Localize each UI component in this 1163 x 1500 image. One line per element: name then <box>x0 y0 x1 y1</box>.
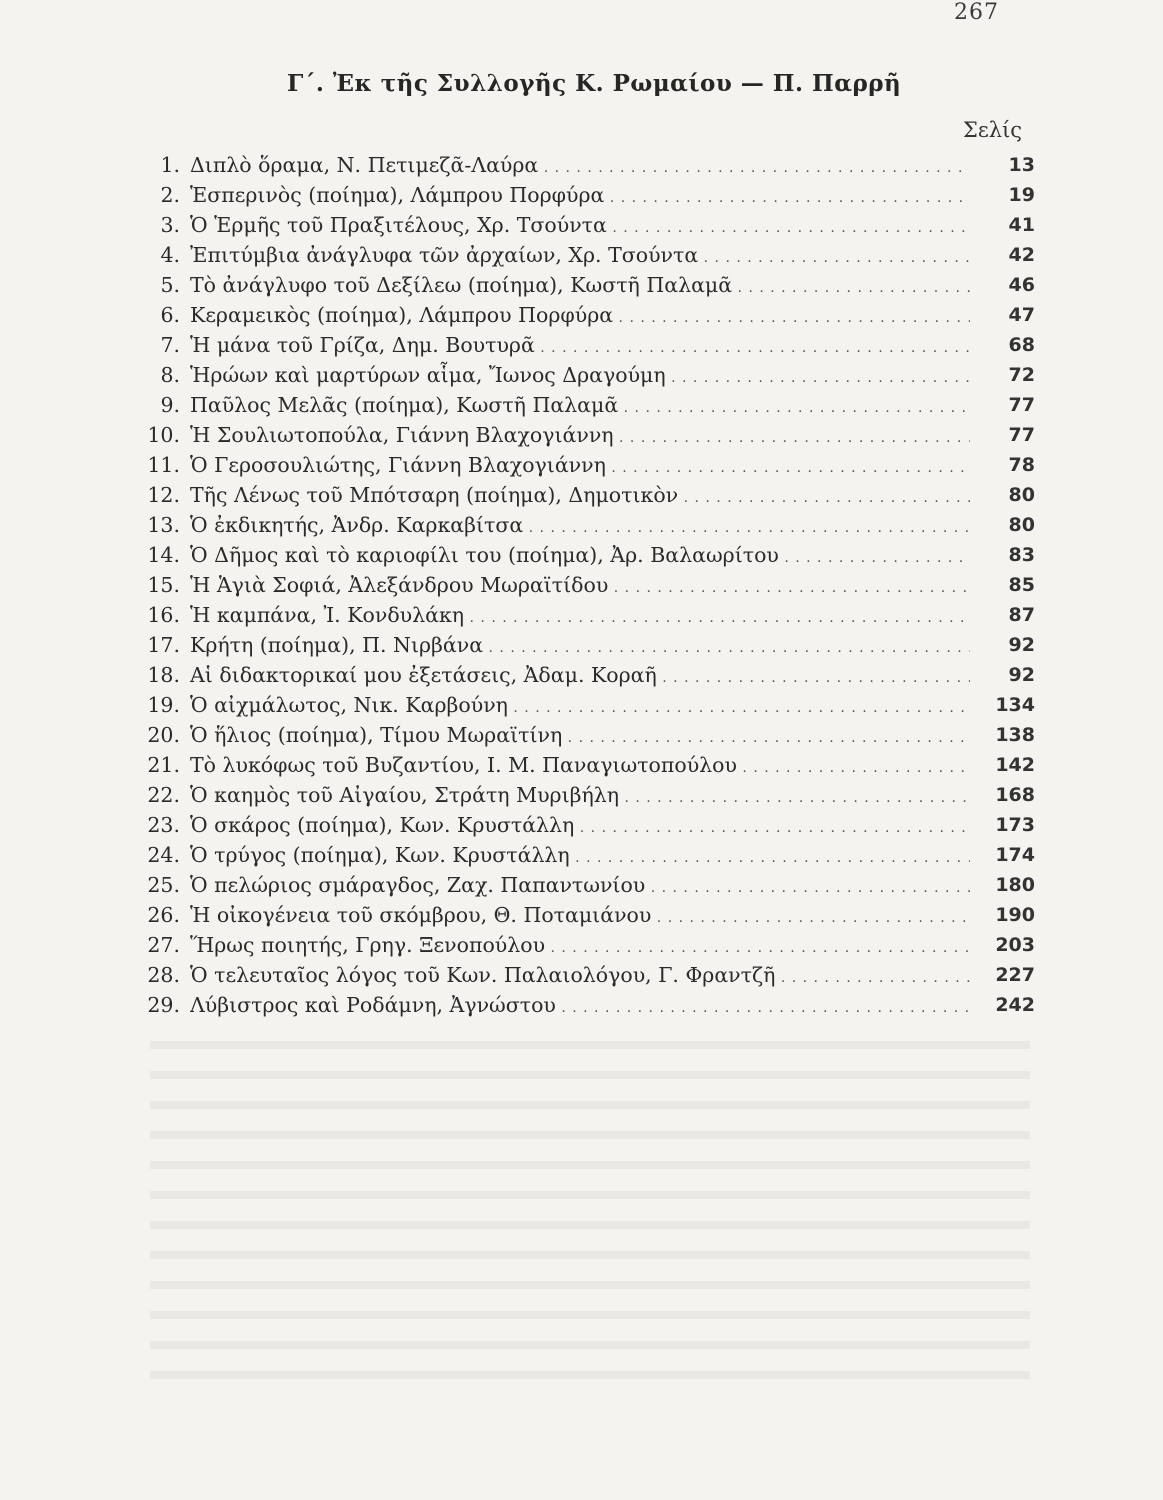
toc-entry <box>140 660 1040 690</box>
toc-entry <box>140 990 1040 1020</box>
toc-entry <box>140 840 1040 870</box>
toc-entry-number: 22. <box>147 783 180 807</box>
toc-entry-number: 13. <box>147 513 180 537</box>
toc-entry-title: Ὁ τελευταῖος λόγος τοῦ Κων. Παλαιολόγου, Γ. Φραντζῆ . . . <box>190 960 970 993</box>
toc-entry <box>140 360 1040 390</box>
toc-entry <box>140 420 1040 450</box>
toc-entry <box>140 630 1040 660</box>
toc-entry-title: Λύβιστρος καὶ Ροδάμνη, Ἀγνώστου . . . <box>190 990 970 1023</box>
toc-entry <box>140 810 1040 840</box>
toc-entry-title: Διπλὸ ὅραμα, Ν. Πετιμεζᾶ-Λαύρα . . . <box>190 150 970 183</box>
toc-entry-page: 83 <box>1008 544 1035 566</box>
toc-entry-title: Ἡ οἰκογένεια τοῦ σκόμβρου, Θ. Ποταμιάνου . . . <box>190 900 970 933</box>
toc-entry-number: 6. <box>160 303 180 327</box>
toc-entry-title: Ἐπιτύμβια ἀνάγλυφα τῶν ἀρχαίων, Χρ. Τσούντα . . . <box>190 240 970 273</box>
toc-entry-title: Ὁ Δῆμος καὶ τὸ καριοφίλι του (ποίημα), Ἀρ. Βαλαωρίτου . . . <box>190 540 970 573</box>
toc-entry-number: 2. <box>160 183 180 207</box>
toc-entry-number: 23. <box>147 813 180 837</box>
toc-entry-number: 17. <box>147 633 180 657</box>
toc-entry-number: 16. <box>147 603 180 627</box>
toc-entry-number: 12. <box>147 483 180 507</box>
toc-entry-number: 3. <box>160 213 180 237</box>
toc-entry-title: Ἡ καμπάνα, Ἰ. Κονδυλάκη . . . <box>190 600 970 633</box>
toc-entry <box>140 180 1040 210</box>
toc-entry <box>140 450 1040 480</box>
toc-entry-title: Κρήτη (ποίημα), Π. Νιρβάνα . . . <box>190 630 970 663</box>
toc-entry-page: 180 <box>995 874 1035 896</box>
toc-entry-page: 46 <box>1008 274 1035 296</box>
toc-entry-page: 87 <box>1008 604 1035 626</box>
toc-entry-page: 138 <box>995 724 1035 746</box>
toc-entry-title: Ὁ σκάρος (ποίημα), Κων. Κρυστάλλη . . . <box>190 810 970 843</box>
bleed-through-shadow <box>150 1025 1030 1385</box>
toc-entry-page: 92 <box>1008 634 1035 656</box>
toc-entry-number: 15. <box>147 573 180 597</box>
toc-entry-number: 8. <box>160 363 180 387</box>
toc-entry-title: Τὸ ἀνάγλυφο τοῦ Δεξίλεω (ποίημα), Κωστῆ Παλαμᾶ . . . <box>190 270 970 303</box>
toc-entry <box>140 600 1040 630</box>
toc-entry-page: 92 <box>1008 664 1035 686</box>
toc-entry-page: 134 <box>995 694 1035 716</box>
toc-entry-page: 80 <box>1008 514 1035 536</box>
toc-entry <box>140 960 1040 990</box>
toc-entry-title: Τῆς Λένως τοῦ Μπότσαρη (ποίημα), Δημοτικὸν . . . <box>190 480 970 513</box>
toc-entry-title: Ἡρώων καὶ μαρτύρων αἷμα, Ἴωνος Δραγούμη . . . <box>190 360 970 393</box>
toc-entry-title: Ὁ αἰχμάλωτος, Νικ. Καρβούνη . . . <box>190 690 970 723</box>
toc-entry-number: 29. <box>147 993 180 1017</box>
toc-entry-page: 142 <box>995 754 1035 776</box>
page-column-header: Σελίς <box>963 118 1023 142</box>
toc-entry-number: 19. <box>147 693 180 717</box>
toc-entry <box>140 900 1040 930</box>
section-heading: Γ΄. Ἐκ τῆς Συλλογῆς Κ. Ρωμαίου — Π. Παρρῆ <box>287 70 902 97</box>
toc-entry-number: 1. <box>160 153 180 177</box>
toc-entry <box>140 390 1040 420</box>
toc-entry-title: Ἥρως ποιητής, Γρηγ. Ξενοπούλου . . . <box>190 930 970 963</box>
toc-entry-page: 242 <box>995 994 1035 1016</box>
toc-entry-page: 190 <box>995 904 1035 926</box>
toc-entry-page: 78 <box>1008 454 1035 476</box>
toc-entry <box>140 270 1040 300</box>
toc-entry <box>140 510 1040 540</box>
toc-entry-page: 227 <box>995 964 1035 986</box>
toc-entry-page: 19 <box>1008 184 1035 206</box>
toc-entry-page: 168 <box>995 784 1035 806</box>
toc-entry-page: 41 <box>1008 214 1035 236</box>
toc-entry <box>140 570 1040 600</box>
toc-entry-number: 7. <box>160 333 180 357</box>
toc-entry <box>140 870 1040 900</box>
toc-entry-page: 203 <box>995 934 1035 956</box>
toc-entry <box>140 240 1040 270</box>
toc-entry <box>140 300 1040 330</box>
toc-entry <box>140 750 1040 780</box>
toc-entry-number: 28. <box>147 963 180 987</box>
toc-entry-title: Ὁ ἥλιος (ποίημα), Τίμου Μωραϊτίνη . . . <box>190 720 970 753</box>
table-of-contents <box>140 150 1040 1020</box>
toc-entry-title: Κεραμεικὸς (ποίημα), Λάμπρου Πορφύρα . . . <box>190 300 970 333</box>
toc-entry-title: Παῦλος Μελᾶς (ποίημα), Κωστῆ Παλαμᾶ . . . <box>190 390 970 423</box>
toc-entry-title: Ὁ Γεροσουλιώτης, Γιάννη Βλαχογιάννη . . . <box>190 450 970 483</box>
toc-entry-page: 47 <box>1008 304 1035 326</box>
toc-entry-title: Αἱ διδακτορικαί μου ἐξετάσεις, Ἀδαμ. Κοραῆ . . . <box>190 660 970 693</box>
toc-entry-number: 21. <box>147 753 180 777</box>
toc-entry-number: 10. <box>147 423 180 447</box>
toc-entry <box>140 330 1040 360</box>
toc-entry-number: 24. <box>147 843 180 867</box>
toc-entry-number: 20. <box>147 723 180 747</box>
toc-entry-number: 9. <box>160 393 180 417</box>
toc-entry-title: Ὁ καημὸς τοῦ Αἰγαίου, Στράτη Μυριβήλη . . . <box>190 780 970 813</box>
toc-entry <box>140 720 1040 750</box>
toc-entry-title: Ὁ τρύγος (ποίημα), Κων. Κρυστάλλη . . . <box>190 840 970 873</box>
toc-entry-title: Ἑσπερινὸς (ποίημα), Λάμπρου Πορφύρα . . . <box>190 180 970 213</box>
toc-entry <box>140 480 1040 510</box>
toc-entry <box>140 930 1040 960</box>
toc-entry-page: 77 <box>1008 424 1035 446</box>
toc-entry <box>140 150 1040 180</box>
toc-entry-title: Τὸ λυκόφως τοῦ Βυζαντίου, Ι. Μ. Παναγιωτοπούλου . . . <box>190 750 970 783</box>
toc-entry-title: Ὁ πελώριος σμάραγδος, Ζαχ. Παπαντωνίου . . . <box>190 870 970 903</box>
toc-entry-number: 26. <box>147 903 180 927</box>
toc-entry-page: 85 <box>1008 574 1035 596</box>
toc-entry-title: Ἡ Ἁγιὰ Σοφιά, Ἀλεξάνδρου Μωραϊτίδου . . . <box>190 570 970 603</box>
toc-entry-number: 14. <box>147 543 180 567</box>
toc-entry-title: Ὁ ἐκδικητής, Ἀνδρ. Καρκαβίτσα . . . <box>190 510 970 543</box>
toc-entry <box>140 690 1040 720</box>
toc-entry-number: 25. <box>147 873 180 897</box>
toc-entry-page: 174 <box>995 844 1035 866</box>
toc-entry-page: 77 <box>1008 394 1035 416</box>
toc-entry-title: Ἡ μάνα τοῦ Γρίζα, Δημ. Βουτυρᾶ . . . <box>190 330 970 363</box>
toc-entry-page: 13 <box>1008 154 1035 176</box>
toc-entry-page: 72 <box>1008 364 1035 386</box>
toc-entry-number: 5. <box>160 273 180 297</box>
toc-entry-number: 27. <box>147 933 180 957</box>
toc-entry-number: 4. <box>160 243 180 267</box>
toc-entry-number: 18. <box>147 663 180 687</box>
toc-entry-page: 173 <box>995 814 1035 836</box>
page-number: 267 <box>954 0 999 25</box>
toc-entry-page: 68 <box>1008 334 1035 356</box>
toc-entry-page: 42 <box>1008 244 1035 266</box>
toc-entry <box>140 540 1040 570</box>
toc-entry-title: Ἡ Σουλιωτοπούλα, Γιάννη Βλαχογιάννη . . . <box>190 420 970 453</box>
toc-entry <box>140 210 1040 240</box>
toc-entry-title: Ὁ Ἑρμῆς τοῦ Πραξιτέλους, Χρ. Τσούντα . . . <box>190 210 970 243</box>
toc-entry-page: 80 <box>1008 484 1035 506</box>
toc-entry-number: 11. <box>147 453 180 477</box>
toc-entry <box>140 780 1040 810</box>
